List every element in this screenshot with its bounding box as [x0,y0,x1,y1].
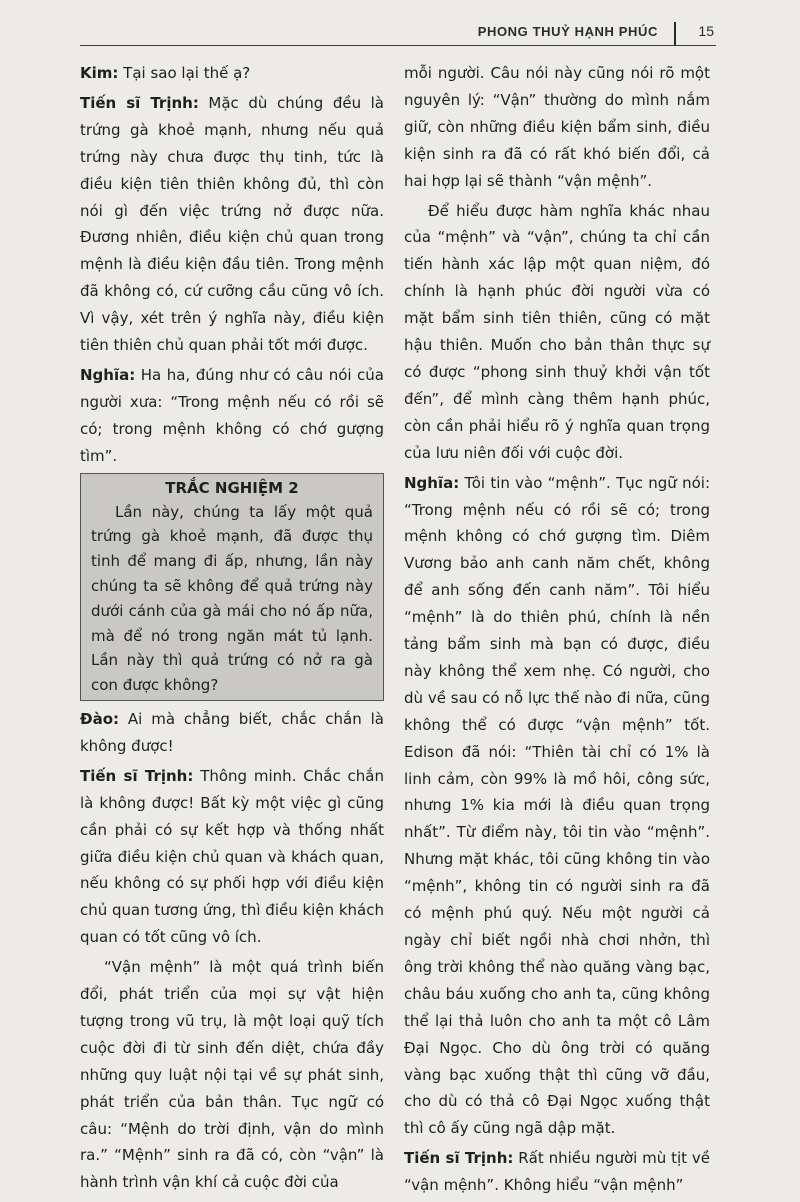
quiz-text: Lần này, chúng ta lấy một quả trứng gà khoẻ mạnh, đã được thụ tinh để mang đi ấp, nhưng, lần này chúng ta sẽ không để quả trứng này dưới cánh của gà mái cho nó ấp nữa, mà để nó trong ngăn mát tủ lạnh. Lần này thì quả trứng có nở ra gà con được không? [91,502,373,695]
body-paragraph: “Vận mệnh” là một quá trình biến đổi, phát triển của mọi sự vật hiện tượng trong vũ trụ, là một loại quỹ tích cuộc đời đi từ sinh đến diệt, chứa đầy những quy luật nội tại về sự phát sinh, phát triển của bản thân. Tục ngữ có câu: “Mệnh do trời định, vận do mình ra.” “Mệnh” sinh ra đã có, còn “vận” là hành trình vận khí cả cuộc đời của [80,958,384,1192]
dialogue-text: Mặc dù chúng đều là trứng gà khoẻ mạnh, nhưng nếu quả trứng này chưa được thụ tinh, tức là điều kiện tiên thiên không đủ, thì còn nói gì đến việc trứng nở được nữa. Đương nhiên, điều kiện chủ quan trong mệnh là điều kiện đầu tiên. Trong mệnh đã không có, cứ cưỡng cầu cũng vô ích. Vì vậy, xét trên ý nghĩa này, điều kiện tiên thiên chủ quan phải tốt mới được. [80,93,385,355]
dialogue-paragraph [80,362,384,470]
running-title: PHONG THUỶ HẠNH PHÚC [477,24,658,39]
page-number: 15 [698,23,714,39]
dialogue-paragraph [404,1145,710,1199]
dialogue-text: Ha ha, đúng như có câu nói của người xưa: “Trong mệnh nếu có rồi sẽ có; trong mệnh không có chớ gượng tìm”. [80,365,384,465]
dialogue-text: Rất nhiều người mù tịt về “vận mệnh”. Không hiểu “vận mệnh” [404,1149,710,1195]
body-paragraph: mỗi người. Câu nói này cũng nói rõ một nguyên lý: “Vận” thường do mình nắm giữ, còn những điều kiện bẩm sinh, điều kiện sinh ra đã có rất khó biến đổi, cả hai hợp lại sẽ thành “vận mệnh”. [404,64,710,190]
speaker-label: Nghĩa: [404,473,460,492]
dialogue-text: Tôi tin vào “mệnh”. Tục ngữ nói: “Trong mệnh nếu có rồi sẽ có; trong mệnh không có chớ gượng tìm. Diêm Vương bảo anh canh năm chết, không để anh sống đến canh năm”. Tôi hiểu “mệnh” là do thiên phú, chính là nền tảng bẩm sinh mà bạn có được, điều này không thể xem nhẹ. Có người, cho dù về sau có nỗ lực thế nào đi nữa, cũng không thể có được “vận mệnh” tốt. Edison đã nói: “Thiên tài chỉ có 1% là linh cảm, còn 99% là mồ hôi, công sức, nhưng 1% kia mới là điều quan trọng nhất”. Từ điểm này, tôi tin vào “mệnh”. Nhưng mặt khác, tôi cũng không tin vào “mệnh”, không tin có người sinh ra đã có mệnh phú quý. Nếu một người cả ngày chỉ biết ngồi nhà chơi nhởn, thì ông trời không thể nào quăng vàng bạc, châu báu xuống cho anh ta, cũng không thể lại thả luôn cho anh ta một cô Lâm Đại Ngọc. Cho dù ông trời có quăng vàng bạc xuống thật thì cũng vỡ đầu, cho dù có thả cô Đại Ngọc xuống thật thì cô ấy cũng ngã dập mặt. [404,473,710,1138]
right-column [404,60,710,1202]
speaker-label: Tiến sĩ Trịnh: [404,1149,514,1168]
page-header [80,22,716,52]
speaker-label: Tiến sĩ Trịnh: [80,93,199,112]
speaker-label: Tiến sĩ Trịnh: [80,766,194,785]
left-column [80,60,384,1199]
speaker-label: Đào: [80,709,119,728]
quiz-box [80,473,384,701]
speaker-label: Nghĩa: [80,365,136,384]
dialogue-paragraph [80,763,384,951]
dialogue-text: Ai mà chẳng biết, chắc chắn là không được! [80,709,384,755]
quiz-title: TRẮC NGHIỆM 2 [165,478,299,497]
header-rule [80,45,716,46]
dialogue-paragraph [80,90,384,359]
dialogue-paragraph [80,60,384,87]
speaker-label: Kim: [80,64,119,82]
header-separator [674,22,676,46]
dialogue-paragraph [80,706,384,760]
dialogue-paragraph [404,470,710,1143]
body-paragraph: Để hiểu được hàm nghĩa khác nhau của “mệnh” và “vận”, chúng ta chỉ cần tiến hành xác lập một quan niệm, đó chính là hạnh phúc đời người vừa có mặt bẩm sinh tiên thiên, cũng có mặt hậu thiên. Muốn cho bản thân thực sự có được “phong sinh thuỷ khởi vận tốt đến”, để mình càng thêm hạnh phúc, còn cần phải hiểu rõ ý nghĩa quan trọng của lưu niên đối với cuộc đời. [404,201,710,462]
dialogue-text: Tại sao lại thế ạ? [118,64,251,82]
dialogue-text: Thông minh. Chắc chắn là không được! Bất kỳ một việc gì cũng cần phải có sự kết hợp và thống nhất giữa điều kiện chủ quan và khách quan, nếu không có sự phối hợp với điều kiện chủ quan tương ứng, thì điều kiện khách quan có tốt cũng vô ích. [80,766,385,947]
